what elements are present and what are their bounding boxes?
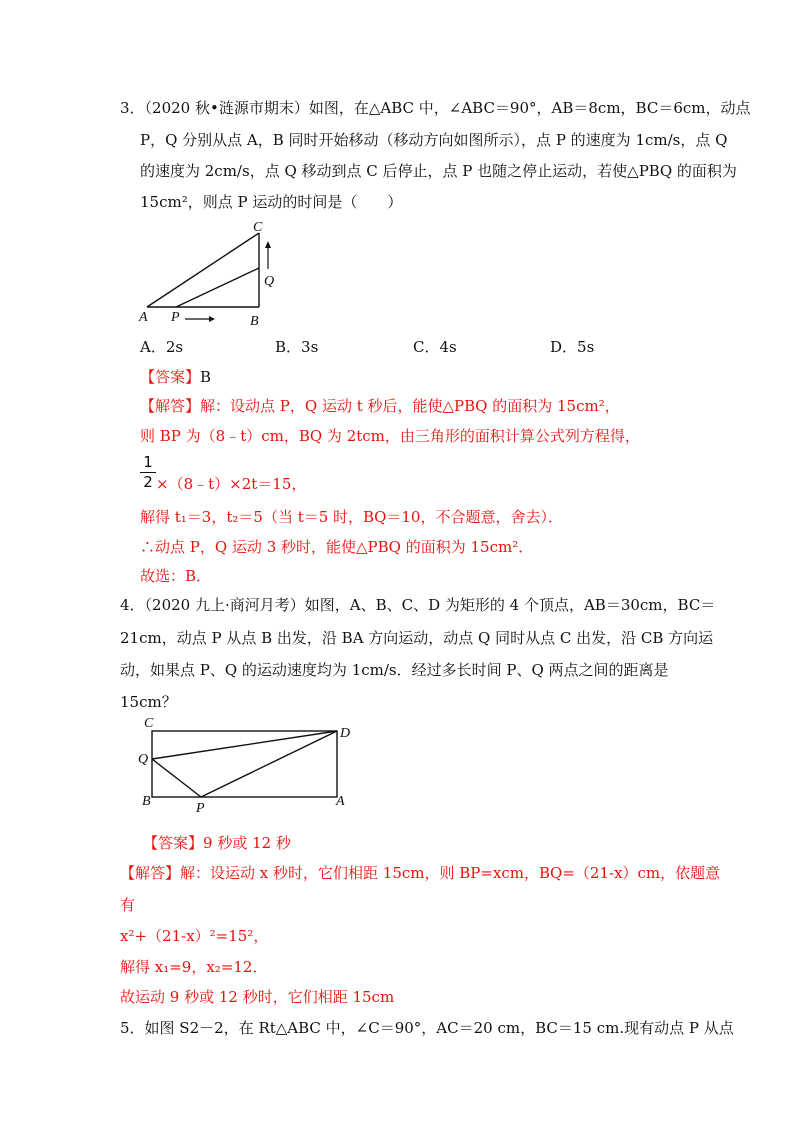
q4-rectangle-figure xyxy=(138,715,358,815)
q3-option-b: B．3s xyxy=(275,338,319,356)
q4-line-4: 15cm？ xyxy=(120,693,177,711)
q3-answer-value: B xyxy=(200,368,212,386)
q4-label-a: A xyxy=(336,794,345,809)
q4-label-q: Q xyxy=(138,752,149,767)
q3-solution-line-1 xyxy=(140,399,620,414)
q3-answer-label: 【答案】 xyxy=(140,368,201,386)
q5-line-1: 5．如图 S2－2，在 Rt△ABC 中，∠C＝90°，AC＝20 cm，BC＝15 cm.现有动点 P 从点 xyxy=(120,1019,734,1037)
q3-fraction-numerator: 1 xyxy=(143,453,153,471)
q4-solution-line-3: x²+（21-x）²=15²， xyxy=(120,927,269,945)
q3-solution-label: 【解答】 xyxy=(140,397,201,415)
q3-triangle-figure xyxy=(135,215,295,330)
q3-label-q: Q xyxy=(264,274,275,289)
q3-solution-line-2: 则 BP 为（8﹣t）cm，BQ 为 2tcm，由三角形的面积计算公式列方程得， xyxy=(140,427,640,445)
q4-answer-label: 【答案】 xyxy=(143,834,204,852)
q4-solution-text-1: 解：设运动 x 秒时，它们相距 15cm，则 BP=xcm，BQ=（21-x）cm，依题意 xyxy=(180,864,721,882)
q3-label-p: P xyxy=(171,310,180,325)
q3-solution-line-6: 故选：B． xyxy=(140,567,212,585)
q3-fraction-denominator: 2 xyxy=(143,473,153,491)
q3-label-a: A xyxy=(139,310,148,325)
q4-answer xyxy=(143,836,291,851)
q4-line-2: 21cm，动点 P 从点 B 出发，沿 BA 方向运动，动点 Q 同时从点 C 出发，沿 CB 方向运 xyxy=(120,629,714,647)
q4-label-p: P xyxy=(196,801,205,815)
q4-line-3: 动，如果点 P、Q 的运动速度均为 1cm/s．经过多长时间 P、Q 两点之间的距离是 xyxy=(120,661,669,679)
q3-fraction-one-half xyxy=(140,455,156,490)
q3-answer xyxy=(140,370,211,385)
q3-solution-text-1: 解：设动点 P，Q 运动 t 秒后，能使△PBQ 的面积为 15cm²， xyxy=(200,397,620,415)
q3-solution-line-3: ×（8﹣t）×2t＝15， xyxy=(156,475,307,493)
q3-label-c: C xyxy=(253,220,263,235)
q4-label-b: B xyxy=(142,794,151,809)
q3-option-c: C．4s xyxy=(413,338,457,356)
q3-option-a: A．2s xyxy=(140,338,184,356)
q4-solution-line-1 xyxy=(120,866,720,881)
q4-line-1: 4．（2020 九上·商河月考）如图，A、B、C、D 为矩形的 4 个顶点，AB＝30cm，BC＝ xyxy=(120,596,716,614)
q4-answer-value: 9 秒或 12 秒 xyxy=(203,834,291,852)
q3-line-2: P，Q 分别从点 A，B 同时开始移动（移动方向如图所示），点 P 的速度为 1cm/s，点 Q xyxy=(140,131,728,149)
q4-solution-line-2: 有 xyxy=(120,896,136,914)
q3-solution-line-4: 解得 t₁＝3，t₂＝5（当 t＝5 时，BQ＝10，不合题意，舍去）． xyxy=(140,508,563,526)
q4-solution-line-4: 解得 x₁=9，x₂=12． xyxy=(120,958,268,976)
q4-solution-line-5: 故运动 9 秒或 12 秒时，它们相距 15cm xyxy=(120,988,395,1006)
q3-option-d: D．5s xyxy=(550,338,595,356)
q3-label-b: B xyxy=(250,314,259,329)
q3-line-3: 的速度为 2cm/s，点 Q 移动到点 C 后停止，点 P 也随之停止运动，若使△PBQ 的面积为 xyxy=(140,162,737,180)
q4-solution-label: 【解答】 xyxy=(120,864,181,882)
q4-label-c: C xyxy=(144,716,154,731)
q3-solution-line-5: ∴动点 P，Q 运动 3 秒时，能使△PBQ 的面积为 15cm²． xyxy=(140,538,534,556)
q3-line-4: 15cm²，则点 P 运动的时间是（ ） xyxy=(140,193,403,211)
q3-line-1: 3．（2020 秋•涟源市期末）如图，在△ABC 中，∠ABC＝90°，AB＝8cm，BC＝6cm，动点 xyxy=(120,99,751,117)
q4-label-d: D xyxy=(340,726,351,741)
